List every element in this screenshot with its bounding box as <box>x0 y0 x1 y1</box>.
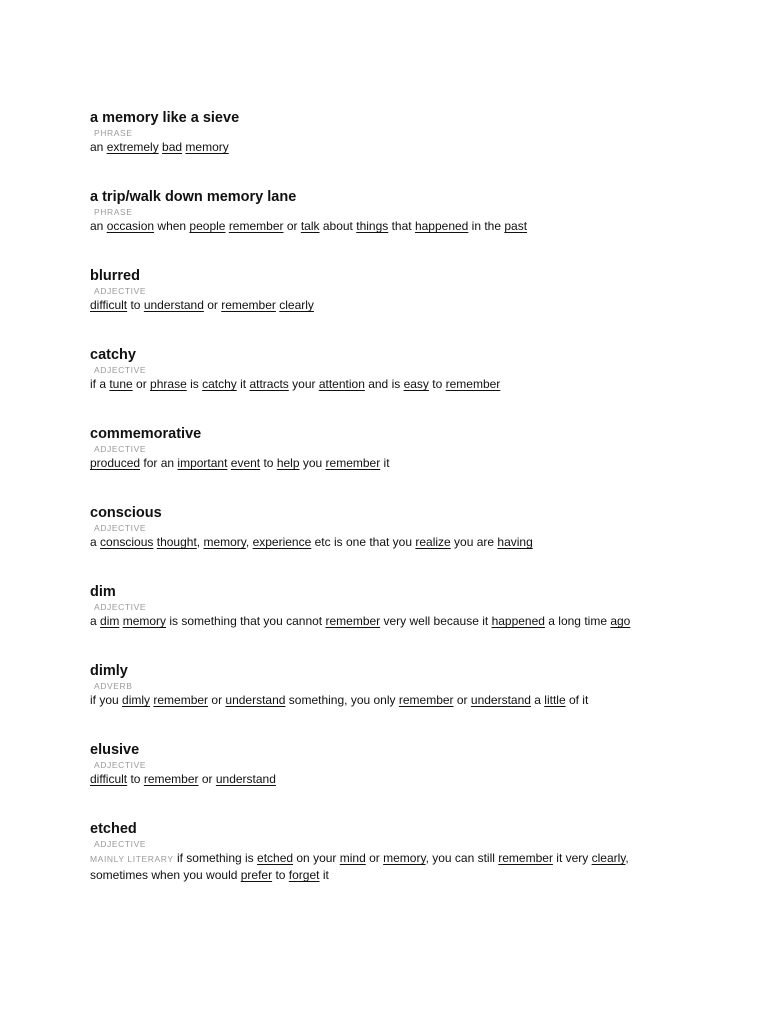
definition-text: you are <box>450 535 498 549</box>
definition-link[interactable]: remember <box>325 456 381 470</box>
definition-link[interactable]: realize <box>415 535 451 549</box>
definition-link[interactable]: bad <box>162 140 183 154</box>
definition-link[interactable]: things <box>356 219 389 233</box>
definition-link[interactable]: attention <box>318 377 365 391</box>
definition-link[interactable]: memory <box>185 140 229 154</box>
dictionary-entry <box>90 740 690 787</box>
definition-link[interactable]: remember <box>228 219 284 233</box>
entry-headword: blurred <box>90 268 140 284</box>
dictionary-entry <box>90 187 690 234</box>
part-of-speech-label: ADJECTIVE <box>94 760 147 770</box>
definition-text: to <box>127 298 144 312</box>
entry-headword: dim <box>90 584 116 600</box>
definition-link[interactable]: remember <box>143 772 199 786</box>
entry-headword: a memory like a sieve <box>90 110 240 126</box>
definition-link[interactable]: ago <box>610 614 631 628</box>
entry-definition <box>90 534 635 550</box>
definition-text: etc is one that you <box>311 535 416 549</box>
part-of-speech-label: PHRASE <box>94 128 133 138</box>
definition-text: , <box>196 535 204 549</box>
definition-text: or <box>132 377 151 391</box>
definition-text: to <box>428 377 446 391</box>
part-of-speech-label: ADJECTIVE <box>94 286 147 296</box>
definition-text: your <box>288 377 319 391</box>
definition-text: of it <box>565 693 589 707</box>
definition-link[interactable]: having <box>497 535 533 549</box>
entry-headword: catchy <box>90 347 136 363</box>
definition-link[interactable]: memory <box>203 535 246 549</box>
part-of-speech-label: ADJECTIVE <box>94 444 147 454</box>
definition-text: it <box>319 868 329 882</box>
definition-link[interactable]: dimly <box>122 693 151 707</box>
entry-definition <box>90 771 635 787</box>
definition-link[interactable]: event <box>230 456 261 470</box>
definition-link[interactable]: little <box>544 693 566 707</box>
entry-definition <box>90 455 635 471</box>
definition-text: a long time <box>544 614 611 628</box>
definition-text: if you <box>90 693 123 707</box>
entry-definition <box>90 139 635 155</box>
definition-text: an <box>90 140 107 154</box>
definition-link[interactable]: etched <box>257 851 294 865</box>
definition-link[interactable]: remember <box>445 377 501 391</box>
definition-text: or <box>208 693 226 707</box>
definition-link[interactable]: important <box>177 456 228 470</box>
entry-definition <box>90 218 635 234</box>
definition-link[interactable]: memory <box>122 614 167 628</box>
entry-headword: conscious <box>90 505 162 521</box>
definition-text: about <box>319 219 357 233</box>
part-of-speech-label: ADJECTIVE <box>94 602 147 612</box>
definition-link[interactable]: experience <box>252 535 312 549</box>
part-of-speech-label: ADJECTIVE <box>94 523 147 533</box>
definition-text: to <box>127 772 144 786</box>
definition-link[interactable]: remember <box>398 693 454 707</box>
definition-link[interactable]: remember <box>153 693 209 707</box>
definition-link[interactable]: remember <box>221 298 276 312</box>
definition-link[interactable]: difficult <box>90 772 128 786</box>
definition-text: , you can still <box>425 851 499 865</box>
definition-text: a <box>530 693 545 707</box>
definition-text: for an <box>140 456 178 470</box>
definition-link[interactable]: understand <box>470 693 531 707</box>
definition-text: , <box>245 535 253 549</box>
definition-link[interactable]: clearly <box>591 851 626 865</box>
definition-link[interactable]: talk <box>300 219 320 233</box>
definition-link[interactable]: phrase <box>150 377 187 391</box>
dictionary-entry <box>90 266 690 313</box>
definition-link[interactable]: extremely <box>106 140 159 154</box>
definition-text: or <box>203 298 222 312</box>
definition-link[interactable]: attracts <box>249 377 289 391</box>
definition-link[interactable]: understand <box>225 693 286 707</box>
definition-text: or <box>365 851 384 865</box>
entry-definition <box>90 613 635 629</box>
entry-headword: a trip/walk down memory lane <box>90 189 297 205</box>
definition-text: a <box>90 614 101 628</box>
definition-text: if something is <box>173 851 258 865</box>
part-of-speech-label: PHRASE <box>94 207 133 217</box>
definition-text: something, you only <box>285 693 399 707</box>
definition-link[interactable]: dim <box>100 614 120 628</box>
definition-text: to <box>272 868 289 882</box>
definition-link[interactable]: produced <box>90 456 141 470</box>
definition-text: and is <box>364 377 404 391</box>
definition-link[interactable]: clearly <box>279 298 314 312</box>
entry-headword: etched <box>90 821 137 837</box>
definition-text: or <box>198 772 216 786</box>
entry-headword: commemorative <box>90 426 202 442</box>
definition-text: is <box>186 377 203 391</box>
entry-definition <box>90 692 635 708</box>
dictionary-entry <box>90 503 690 550</box>
definition-text: , sometimes when you would <box>90 851 629 882</box>
definition-link[interactable]: mind <box>339 851 366 865</box>
part-of-speech-label: ADJECTIVE <box>94 365 147 375</box>
part-of-speech-label: ADVERB <box>94 681 133 691</box>
definition-link[interactable]: easy <box>403 377 429 391</box>
definition-link[interactable]: people <box>189 219 226 233</box>
definition-text: that <box>388 219 415 233</box>
register-label: MAINLY LITERARY <box>90 854 174 864</box>
entry-definition <box>90 297 635 313</box>
dictionary-entry <box>90 819 690 883</box>
definition-link[interactable]: conscious <box>100 535 154 549</box>
part-of-speech-label: ADJECTIVE <box>94 839 147 849</box>
definition-link[interactable]: prefer <box>240 868 273 882</box>
definition-link[interactable]: occasion <box>106 219 155 233</box>
definition-text: it <box>380 456 390 470</box>
definition-text: if a <box>90 377 110 391</box>
definition-text: when <box>154 219 190 233</box>
definition-text: you <box>299 456 326 470</box>
definition-text: or <box>453 693 471 707</box>
dictionary-entry <box>90 424 690 471</box>
definition-link[interactable]: memory <box>383 851 426 865</box>
glossary-page <box>90 108 690 883</box>
dictionary-entry <box>90 345 690 392</box>
entry-definition <box>90 376 635 392</box>
definition-link[interactable]: catchy <box>202 377 237 391</box>
dictionary-entry <box>90 108 690 155</box>
definition-link[interactable]: happened <box>491 614 545 628</box>
definition-link[interactable]: past <box>504 219 528 233</box>
definition-text: very well because it <box>380 614 492 628</box>
definition-text: it <box>236 377 250 391</box>
definition-text: in the <box>468 219 505 233</box>
definition-text: a <box>90 535 101 549</box>
entry-headword: elusive <box>90 742 140 758</box>
definition-link[interactable]: help <box>276 456 300 470</box>
definition-link[interactable]: remember <box>325 614 381 628</box>
entry-headword: dimly <box>90 663 128 679</box>
definition-link[interactable]: remember <box>498 851 553 865</box>
definition-text: is something that you cannot <box>166 614 326 628</box>
definition-text: it very <box>552 851 592 865</box>
definition-text: on your <box>293 851 340 865</box>
definition-link[interactable]: forget <box>288 868 320 882</box>
definition-text: to <box>260 456 277 470</box>
dictionary-entry <box>90 582 690 629</box>
entry-definition <box>90 850 690 883</box>
definition-link[interactable]: understand <box>143 298 204 312</box>
definition-link[interactable]: tune <box>109 377 133 391</box>
definition-text: or <box>283 219 301 233</box>
definition-link[interactable]: understand <box>215 772 276 786</box>
definition-link[interactable]: happened <box>414 219 469 233</box>
definition-link[interactable]: thought <box>156 535 197 549</box>
definition-text: an <box>90 219 107 233</box>
dictionary-entry <box>90 661 690 708</box>
definition-link[interactable]: difficult <box>90 298 128 312</box>
